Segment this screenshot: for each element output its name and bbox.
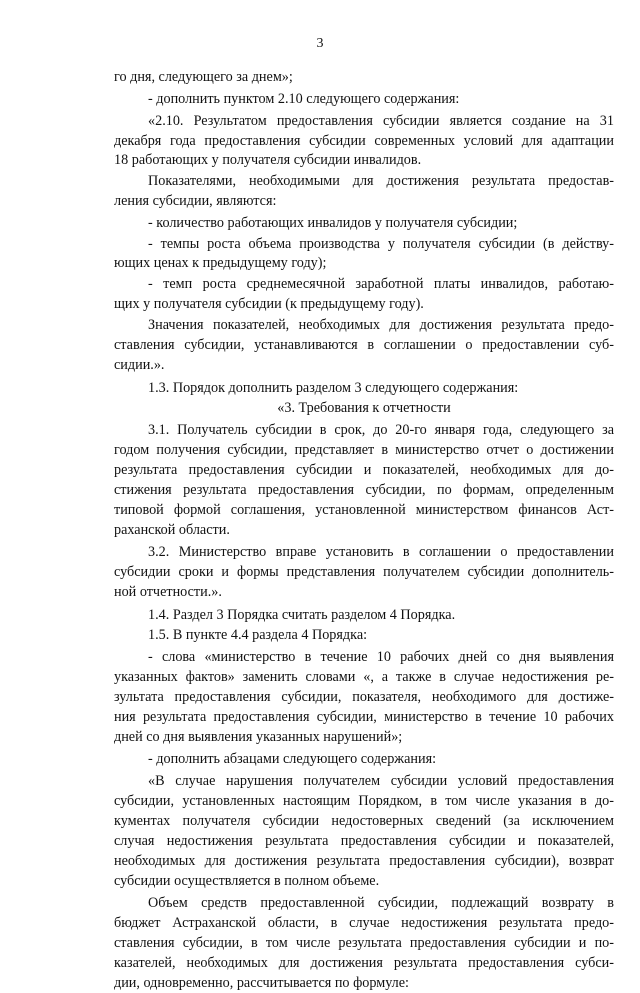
text-line: типовой формой соглашения, установленной министерством финансов Аст- [114, 502, 614, 518]
text-line: - темп роста среднемесячной заработной платы инвалидов, работаю- [148, 276, 614, 292]
text-line: ставления субсидии, устанавливаются в соглашении о предоставлении суб- [114, 337, 614, 353]
text-line: 1.5. В пункте 4.4 раздела 4 Порядка: [148, 627, 368, 643]
text-line: 1.4. Раздел 3 Порядка считать разделом 4 Порядка. [148, 607, 456, 623]
text-line: субсидии, установленных настоящим Порядком, в том числе указания в до- [114, 793, 614, 809]
text-line: Значения показателей, необходимых для достижения результата предо- [148, 317, 614, 333]
text-line: зультата предоставления субсидии, показателя, необходимого для достиже- [114, 689, 614, 705]
text-line: указанных фактов» заменить словами «, а также в случае недостижения ре- [114, 669, 614, 685]
text-line: субсидии сроки и формы представления получателем субсидии дополнитель- [114, 564, 614, 580]
text-line: - слова «министерство в течение 10 рабочих дней со дня выявления [148, 649, 614, 665]
text-line: необходимых для достижения результата предоставления субсидии), возврат [114, 853, 614, 869]
text-line: раханской области. [114, 522, 230, 538]
text-line: щих у получателя субсидии (к предыдущему году). [114, 296, 424, 312]
text-line: го дня, следующего за днем»; [114, 69, 293, 85]
text-line: ставления субсидии, в том числе результата предоставления субсидии и по- [114, 935, 614, 951]
text-line: дней со дня выявления указанных нарушений»; [114, 729, 403, 745]
page-number: 3 [316, 36, 324, 51]
text-line: результата предоставления субсидии и показателей, необходимых для до- [114, 462, 614, 478]
text-line: ления субсидии, являются: [114, 193, 277, 209]
text-line: 3.1. Получатель субсидии в срок, до 20-го января года, следующего за [148, 422, 614, 438]
text-line: ния результата предоставления субсидии, министерство в течение 10 рабочих [114, 709, 614, 725]
text-line: казателей, необходимых для достижения результата предоставления субси- [114, 955, 614, 971]
text-line: - дополнить абзацами следующего содержания: [148, 751, 437, 767]
text-line: стижения результата предоставления субсидии, по формам, определенным [114, 482, 614, 498]
text-line: Объем средств предоставленной субсидии, подлежащий возврату в [148, 895, 614, 911]
text-line: - темпы роста объема производства у получателя субсидии (в действу- [148, 236, 614, 252]
text-line: 3.2. Министерство вправе установить в соглашении о предоставлении [148, 544, 614, 560]
section-heading: «3. Требования к отчетности [277, 400, 451, 416]
text-line: сидии.». [114, 357, 165, 373]
text-line: «В случае нарушения получателем субсидии условий предоставления [148, 773, 614, 789]
text-line: Показателями, необходимыми для достижения результата предостав- [148, 173, 614, 189]
text-line: ной отчетности.». [114, 584, 222, 600]
text-line: ющих ценах к предыдущему году); [114, 255, 327, 271]
text-line: - дополнить пунктом 2.10 следующего содержания: [148, 91, 460, 107]
text-line: дии, одновременно, рассчитывается по формуле: [114, 975, 409, 991]
text-line: годом получения субсидии, представляет в министерство отчет о достижении [114, 442, 614, 458]
text-line: бюджет Астраханской области, в случае недостижения результата предо- [114, 915, 614, 931]
text-line: декабря года предоставления субсидии современных условий для адаптации [114, 133, 614, 149]
text-line: случая недостижения результата предоставления субсидии и показателей, [114, 833, 614, 849]
text-line: 18 работающих у получателя субсидии инвалидов. [114, 152, 422, 168]
text-line: кументах получателя субсидии недостоверных сведений (за исключением [114, 813, 614, 829]
text-line: «2.10. Результатом предоставления субсидии является создание на 31 [148, 113, 614, 129]
text-line: 1.3. Порядок дополнить разделом 3 следующего содержания: [148, 380, 519, 396]
text-line: - количество работающих инвалидов у получателя субсидии; [148, 215, 518, 231]
text-line: субсидии осуществляется в полном объеме. [114, 873, 380, 889]
